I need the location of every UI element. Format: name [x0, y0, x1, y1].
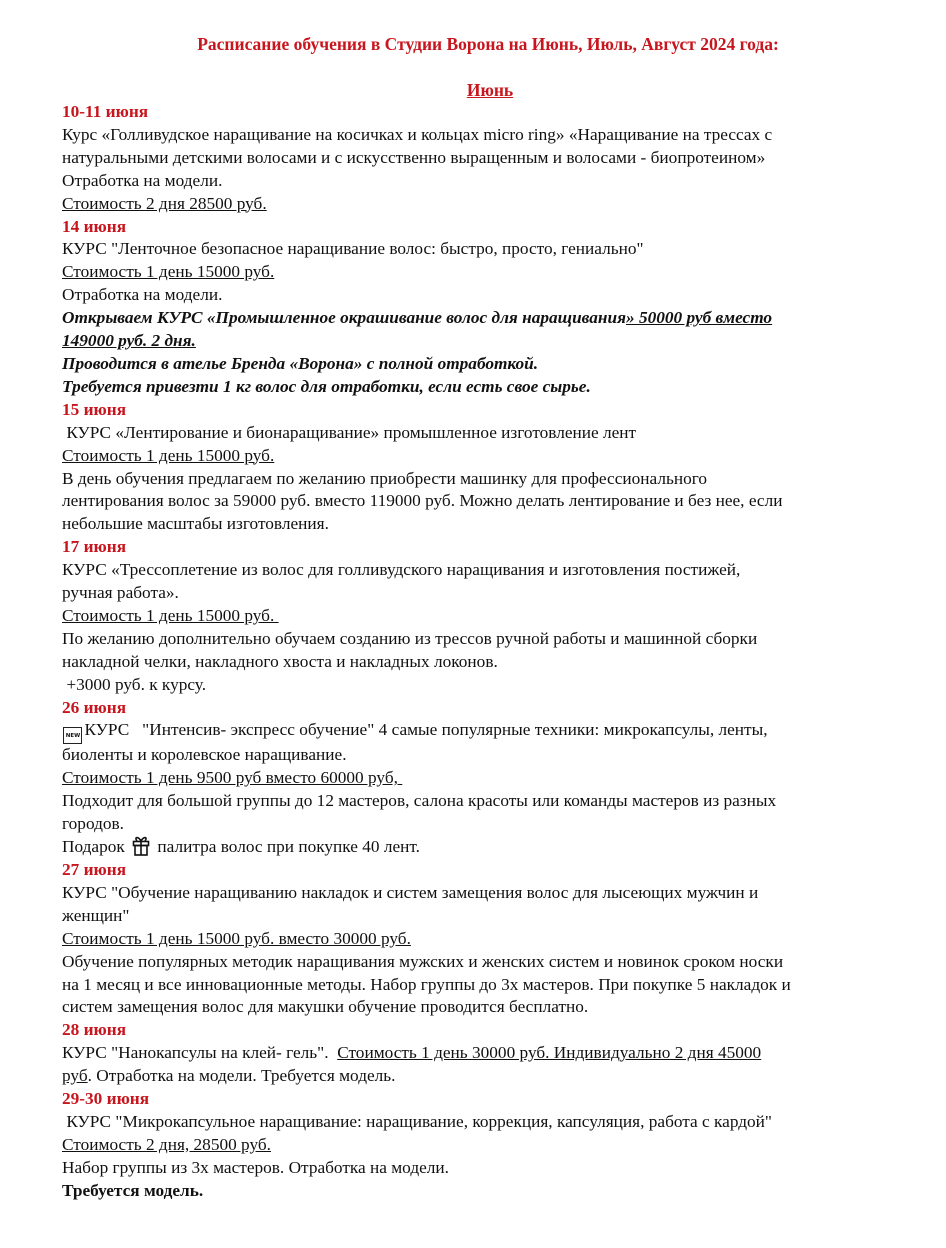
month-heading: Июнь [466, 80, 514, 100]
course-note-cont: лентирования волос за 59000 руб. вместо 119000 руб. Можно делать лентирование и без нее, если [62, 491, 783, 511]
gift-label: Подарок [62, 837, 125, 857]
course-note: Обучение популярных методик наращивания мужских и женских систем и новинок сроком носки [62, 951, 784, 971]
course-note: Набор группы из 3х мастеров. Отработка на модели. [62, 1157, 449, 1177]
course-title-cont: натуральными детскими волосами и с искусственно выращенным и волосами - биопротеином» [62, 147, 766, 167]
gift-description: палитра волос при покупке 40 лент. [157, 837, 420, 857]
course-section [62, 859, 898, 1019]
course-note: Отработка на модели. [62, 285, 223, 305]
course-section [62, 697, 898, 859]
course-section [62, 101, 898, 216]
course-note-cont: накладной челки, накладного хвоста и накладных локонов. [62, 651, 498, 671]
course-date: 17 июня [62, 537, 127, 557]
course-title-cont: биоленты и королевское наращивание. [62, 745, 347, 765]
course-date: 29-30 июня [62, 1089, 150, 1109]
course-section [62, 216, 898, 399]
course-note: Отработка на модели. [62, 170, 223, 190]
course-title: КУРС "Микрокапсульное наращивание: наращивание, коррекция, капсуляция, работа с кардой" [62, 1111, 772, 1131]
course-addon-price: +3000 руб. к курсу. [62, 674, 207, 694]
new-badge-icon: NEW [63, 727, 82, 744]
course-date: 15 июня [62, 399, 127, 419]
course-date: 26 июня [62, 697, 127, 717]
course-price: Стоимость 1 день 15000 руб. [62, 605, 279, 625]
course-section [62, 1088, 898, 1203]
course-price: Стоимость 2 дня 28500 руб. [62, 193, 267, 213]
course-title-cont: ручная работа». [62, 583, 179, 603]
course-price: Стоимость 1 день 30000 руб. Индивидуально 2 дня 45000 [337, 1043, 762, 1063]
course-requirement: Требуется модель. [62, 1180, 204, 1200]
course-note: . Отработка на модели. Требуется модель. [87, 1066, 396, 1086]
promo-price-cont: 149000 руб. 2 дня. [62, 331, 196, 351]
course-price: Стоимость 1 день 15000 руб. [62, 445, 275, 465]
course-title: Курс «Голливудское наращивание на косичках и кольцах micro ring» «Наращивание на трессах с [62, 124, 773, 144]
course-price-cont: руб [62, 1066, 88, 1086]
course-date: 27 июня [62, 860, 127, 879]
course-note-cont: небольшие масштабы изготовления. [62, 514, 329, 534]
course-section [62, 1019, 898, 1088]
course-price: Стоимость 1 день 15000 руб. [62, 262, 275, 282]
course-title: КУРС "Нанокапсулы на клей- гель". [62, 1043, 338, 1063]
course-price: Стоимость 1 день 9500 руб вместо 60000 руб, [62, 768, 403, 788]
promo-requirement: Требуется привезти 1 кг волос для отработки, если есть свое сырье. [62, 376, 591, 396]
gift-icon [132, 836, 150, 856]
course-note: В день обучения предлагаем по желанию приобрести машинку для профессионального [62, 468, 708, 488]
course-date: 10-11 июня [62, 102, 149, 121]
course-date: 14 июня [62, 216, 127, 236]
course-title: КУРС "Обучение наращиванию накладок и систем замещения волос для лысеющих мужчин и [62, 882, 759, 902]
course-note: Подходит для большой группы до 12 мастеров, салона красоты или команды мастеров из разных [62, 791, 777, 811]
course-title: КУРС «Лентирование и бионаращивание» промышленное изготовление лент [62, 422, 637, 442]
course-note: По желанию дополнительно обучаем созданию из трессов ручной работы и машинной сборки [62, 628, 758, 648]
course-section [62, 536, 898, 696]
promo-price: » 50000 руб вместо [626, 308, 773, 328]
course-note-cont: систем замещения волос для макушки обучение проводится бесплатно. [62, 997, 589, 1017]
course-date: 28 июня [62, 1020, 127, 1040]
course-price: Стоимость 1 день 15000 руб. вместо 30000 руб. [62, 928, 411, 948]
course-price: Стоимость 2 дня, 28500 руб. [62, 1134, 271, 1154]
course-title: КУРС "Ленточное безопасное наращивание волос: быстро, просто, гениально" [62, 239, 644, 259]
course-note-cont: городов. [62, 814, 124, 834]
document-title: Расписание обучения в Студии Ворона на Июнь, Июль, Август 2024 года: [197, 34, 779, 54]
course-title: КУРС «Трессоплетение из волос для голливудского наращивания и изготовления постижей, [62, 560, 741, 580]
course-title-cont: женщин" [62, 905, 130, 925]
course-note-cont: на 1 месяц и все инновационные методы. Набор группы до 3х мастеров. При покупке 5 накладок и [62, 974, 791, 994]
course-title: КУРС "Интенсив- экспресс обучение" 4 самые популярные техники: микрокапсулы, ленты, [84, 720, 768, 740]
promo-location: Проводится в ателье Бренда «Ворона» с полной отработкой. [62, 353, 539, 373]
course-section [62, 399, 898, 536]
promo-course-title: Открываем КУРС «Промышленное окрашивание волос для наращивания [62, 308, 627, 328]
